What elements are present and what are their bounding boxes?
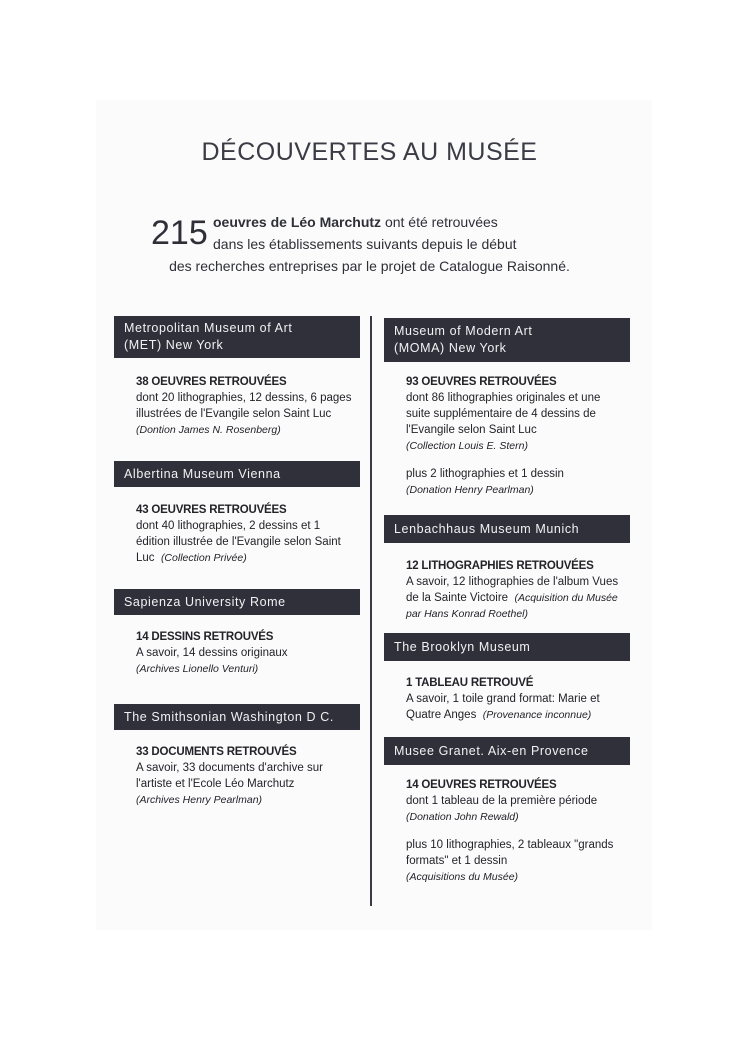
sapienza-details <box>136 629 366 677</box>
brooklyn-heading: 1 TABLEAU RETROUVÉ <box>406 677 534 689</box>
intro-line-2: dans les établissements suivants depuis le début <box>213 236 517 252</box>
moma-header-line-1: Museum of Modern Art <box>394 324 533 338</box>
intro-line-1 <box>213 214 498 230</box>
granet-details <box>406 777 636 885</box>
met-header-line-2: (MET) New York <box>124 338 224 352</box>
moma-line-2: suite supplémentaire de 4 dessins de <box>406 408 596 420</box>
lenbach-line-2: de la Sainte Victoire <box>406 592 509 604</box>
smithsonian-line-1: A savoir, 33 documents d'archive sur <box>136 762 323 774</box>
moma-details <box>406 374 636 498</box>
met-heading: 38 OEUVRES RETROUVÉES <box>136 376 287 388</box>
moma-note: (Collection Louis E. Stern) <box>406 440 528 452</box>
lenbach-header: Lenbachhaus Museum Munich <box>384 515 630 543</box>
lenbach-details <box>406 558 636 622</box>
moma-heading: 93 OEUVRES RETROUVÉES <box>406 376 557 388</box>
smithsonian-details <box>136 744 366 808</box>
sapienza-note: (Archives Lionello Venturi) <box>136 663 259 675</box>
granet-extra-line-1: plus 10 lithographies, 2 tableaux "grands <box>406 839 614 851</box>
moma-extra-note: (Donation Henry Pearlman) <box>406 484 534 496</box>
smithsonian-line-2: l'artiste et l'Ecole Léo Marchutz <box>136 778 295 790</box>
met-line-1: dont 20 lithographies, 12 dessins, 6 pages <box>136 392 352 404</box>
granet-heading: 14 OEUVRES RETROUVÉES <box>406 779 557 791</box>
moma-line-1: dont 86 lithographies originales et une <box>406 392 601 404</box>
albertina-header: Albertina Museum Vienna <box>114 461 360 487</box>
granet-note: (Donation John Rewald) <box>406 811 519 823</box>
albertina-note: (Collection Privée) <box>160 552 247 564</box>
sapienza-heading: 14 DESSINS RETROUVÉS <box>136 631 274 643</box>
albertina-details <box>136 502 366 566</box>
albertina-line-1: dont 40 lithographies, 2 dessins et 1 <box>136 520 321 532</box>
intro-line-1-rest: ont été retrouvées <box>384 214 498 230</box>
met-header <box>114 316 360 358</box>
lenbach-line-2-note: (Acquisition du Musée <box>514 592 618 604</box>
brooklyn-details <box>406 675 636 723</box>
lenbach-line-1: A savoir, 12 lithographies de l'album Vues <box>406 576 619 588</box>
brooklyn-note: (Provenance inconnue) <box>482 709 592 721</box>
page-title: DÉCOUVERTES AU MUSÉE <box>201 138 538 166</box>
smithsonian-header: The Smithsonian Washington D C. <box>114 704 360 730</box>
brooklyn-header: The Brooklyn Museum <box>384 633 630 661</box>
column-divider <box>370 316 372 906</box>
intro-line-3: des recherches entreprises par le projet de Catalogue Raisonné. <box>169 258 570 274</box>
met-note: (Dontion James N. Rosenberg) <box>136 424 281 436</box>
albertina-line-3: Luc <box>136 552 155 564</box>
granet-extra-line-2: formats" et 1 dessin <box>406 855 508 867</box>
met-details <box>136 374 366 438</box>
brooklyn-line-1: A savoir, 1 toile grand format: Marie et <box>406 693 600 705</box>
lenbach-heading: 12 LITHOGRAPHIES RETROUVÉES <box>406 560 594 572</box>
works-count: 215 <box>151 214 208 252</box>
moma-header-line-2: (MOMA) New York <box>394 341 507 355</box>
smithsonian-heading: 33 DOCUMENTS RETROUVÉS <box>136 746 297 758</box>
moma-extra-line: plus 2 lithographies et 1 dessin <box>406 468 564 480</box>
moma-header <box>384 318 630 362</box>
met-header-line-1: Metropolitan Museum of Art <box>124 321 293 335</box>
granet-extra-note: (Acquisitions du Musée) <box>406 871 519 883</box>
brooklyn-line-2: Quatre Anges <box>406 709 477 721</box>
granet-line-1: dont 1 tableau de la première période <box>406 795 598 807</box>
smithsonian-note: (Archives Henry Pearlman) <box>136 794 263 806</box>
lenbach-note: par Hans Konrad Roethel) <box>406 608 528 620</box>
albertina-heading: 43 OEUVRES RETROUVÉES <box>136 504 287 516</box>
sapienza-line-1: A savoir, 14 dessins originaux <box>136 647 288 659</box>
granet-header: Musee Granet. Aix-en Provence <box>384 737 630 765</box>
moma-line-3: l'Evangile selon Saint Luc <box>406 424 537 436</box>
intro-artist: oeuvres de Léo Marchutz <box>213 214 382 230</box>
albertina-line-2: édition illustrée de l'Evangile selon Saint <box>136 536 341 548</box>
met-line-2: illustrées de l'Evangile selon Saint Luc <box>136 408 332 420</box>
sapienza-header: Sapienza University Rome <box>114 589 360 615</box>
